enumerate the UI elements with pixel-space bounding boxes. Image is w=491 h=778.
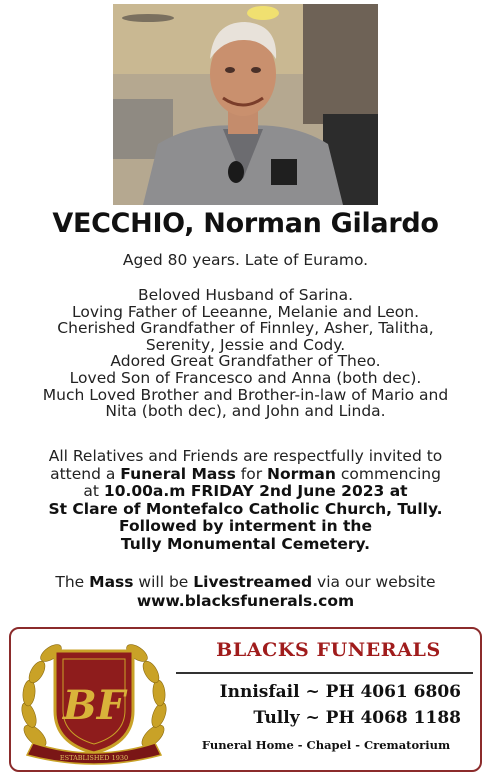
- invite-line-2: [0, 466, 491, 484]
- family-line: Beloved Husband of Sarina.: [137, 286, 354, 304]
- family-line: Loving Father of Leeanne, Melanie and Leon.: [71, 302, 419, 321]
- first-name: Norman: [267, 464, 336, 483]
- invite-line-5: [0, 518, 491, 536]
- website-link[interactable]: www.blacksfunerals.com: [136, 592, 355, 610]
- age-and-residence: Aged 80 years. Late of Euramo.: [122, 251, 369, 269]
- invite-line-1: All Relatives and Friends are respectfully invited to: [48, 447, 443, 465]
- service-venue: St Clare of Montefalco Catholic Church, Tully.: [48, 499, 443, 518]
- invite-line-4: [0, 501, 491, 519]
- family-line: Nita (both dec), and John and Linda.: [105, 402, 386, 421]
- phone-tully[interactable]: Tully ~ PH 4068 1188: [253, 708, 461, 728]
- divider: [176, 672, 473, 674]
- service-datetime: 10.00a.m FRIDAY 2nd June 2023 at: [103, 482, 408, 501]
- cemetery-name: Tully Monumental Cemetery.: [120, 534, 371, 553]
- invite-text: for: [235, 464, 268, 483]
- invite-text: attend a: [50, 464, 121, 483]
- service-invitation: [0, 448, 491, 554]
- deceased-name: VECCHIO, Norman Gilardo: [52, 208, 439, 239]
- logo-monogram: BF: [62, 682, 126, 729]
- interment-text: Followed by interment in the: [119, 517, 372, 536]
- stream-text: via our website: [312, 573, 436, 591]
- phone-innisfail[interactable]: Innisfail ~ PH 4061 6806: [219, 682, 461, 702]
- family-line: Serenity, Jessie and Cody.: [145, 335, 346, 354]
- family-line: Adored Great Grandfather of Theo.: [110, 352, 381, 371]
- family-line: Much Loved Brother and Brother-in-law of Mario and: [42, 385, 449, 404]
- stream-text: will be: [133, 573, 194, 591]
- invite-text: commencing: [335, 464, 441, 483]
- livestream-line: [0, 573, 491, 592]
- family-tributes: [0, 287, 491, 420]
- family-line: Cherished Grandfather of Finnley, Asher, Talitha,: [57, 319, 434, 338]
- family-line: Loved Son of Francesco and Anna (both dec).: [69, 368, 422, 387]
- invite-line-3: [0, 483, 491, 501]
- brand-name: BLACKS FUNERALS: [216, 639, 441, 661]
- stream-mass: Mass: [89, 573, 134, 591]
- livestream-notice: [0, 573, 491, 611]
- website-line: [0, 592, 491, 611]
- services-list: Funeral Home - Chapel - Crematorium: [201, 738, 451, 752]
- portrait-illustration: [113, 4, 378, 205]
- invite-line-6: [0, 536, 491, 554]
- blacks-funerals-logo: [15, 631, 173, 769]
- logo-ribbon-text: ESTABLISHED 1930: [59, 754, 129, 762]
- stream-text: The: [55, 573, 90, 591]
- stream-livestreamed: Livestreamed: [193, 573, 313, 591]
- portrait-photo: [113, 4, 378, 205]
- funeral-mass-label: Funeral Mass: [120, 464, 236, 483]
- invite-text: at: [83, 482, 104, 501]
- funeral-director-advert: [9, 627, 482, 772]
